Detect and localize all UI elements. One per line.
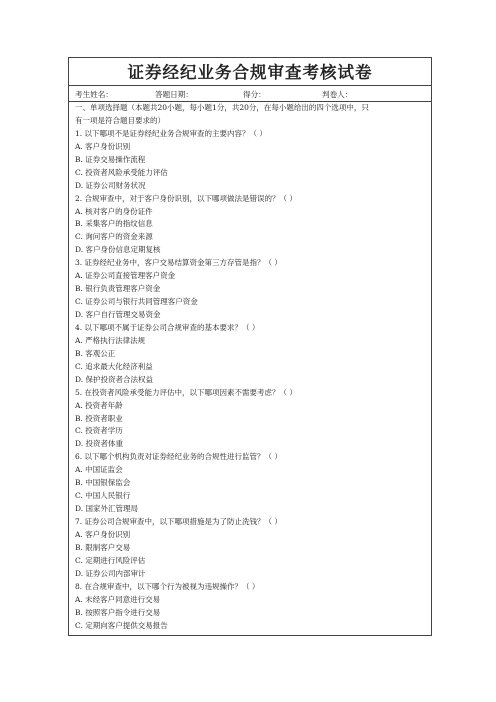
section-heading-line-2: 有一项是符合题目要求的） xyxy=(75,115,165,125)
exam-title: 证券经纪业务合规审查考核试卷 xyxy=(127,63,373,82)
question-stem: 2. 合规审查中，对于客户身份识别，以下哪项做法是错误的？（ ） xyxy=(75,193,297,203)
question-option: B. 采集客户的指纹信息 xyxy=(75,219,153,229)
question-option: C. 投资者学历 xyxy=(75,426,123,436)
question-stem: 5. 在投资者风险承受能力评估中，以下哪项因素不需要考虑？（ ） xyxy=(75,387,297,397)
section-heading-line-1: 一、单项选择题（本题共20小题，每小题1分，共20分，在每小题给出的四个选项中，只 xyxy=(75,103,369,112)
question-option: C. 中国人民银行 xyxy=(75,491,131,501)
question-option: C. 追求最大化经济利益 xyxy=(75,361,153,371)
question-option: A. 中国证监会 xyxy=(75,465,123,475)
grader-label: 判卷人： xyxy=(322,90,353,99)
question-option: C. 证券公司与银行共同管理客户资金 xyxy=(75,297,198,307)
question-option: A. 客户身份识别 xyxy=(75,529,131,539)
question-option: A. 严格执行法律法规 xyxy=(75,335,146,345)
question-option: D. 国家外汇管理局 xyxy=(75,504,139,514)
question-stem: 6. 以下哪个机构负责对证券经纪业务的合规性进行监管？（ ） xyxy=(75,452,282,462)
question-option: D. 客户自行管理交易资金 xyxy=(75,310,161,319)
question-option: C. 询问客户的资金来源 xyxy=(75,232,153,242)
question-option: A. 未经客户同意进行交易 xyxy=(75,594,161,604)
question-option: B. 证券交易操作流程 xyxy=(75,154,146,164)
question-stem: 1. 以下哪项不是证券经纪业务合规审查的主要内容？（ ） xyxy=(75,128,267,138)
question-option: D. 证券公司财务状况 xyxy=(75,180,146,190)
question-option: A. 客户身份识别 xyxy=(75,141,131,151)
score-label: 得分： xyxy=(243,90,266,99)
exam-info-row xyxy=(75,88,425,101)
question-option: B. 限制客户交易 xyxy=(75,542,131,552)
question-option: B. 客观公正 xyxy=(75,348,116,358)
question-stem: 4. 以下哪项不属于证券公司合规审查的基本要求？（ ） xyxy=(75,322,260,332)
question-option: A. 投资者年龄 xyxy=(75,400,123,410)
question-stem: 3. 证券经纪业务中，客户交易结算资金第三方存管是指？（ ） xyxy=(75,258,282,268)
question-option: B. 银行负责管理客户资金 xyxy=(75,284,161,294)
question-option: D. 证券公司内部审计 xyxy=(75,568,146,578)
question-option: C. 定期进行风险评估 xyxy=(75,555,146,565)
question-option: B. 中国银保监会 xyxy=(75,478,131,488)
answer-date-label: 答题日期： xyxy=(155,90,193,99)
question-option: B. 投资者职业 xyxy=(75,413,123,423)
question-list xyxy=(75,102,430,632)
question-option: C. 投资者风险承受能力评估 xyxy=(75,167,168,177)
question-option: A. 证券公司直接管理客户资金 xyxy=(75,271,176,281)
question-option: C. 定期向客户提供交易报告 xyxy=(75,620,168,630)
question-stem: 8. 在合规审查中，以下哪个行为被视为违规操作？（ ） xyxy=(75,581,260,591)
title-divider xyxy=(68,85,432,86)
question-option: D. 客户身份信息定期复核 xyxy=(75,245,161,255)
candidate-name-label: 考生姓名： xyxy=(75,90,113,99)
question-stem: 7. 证券公司合规审查中，以下哪项措施是为了防止洗钱？（ ） xyxy=(75,517,282,526)
question-option: D. 保护投资者合法权益 xyxy=(75,374,154,384)
question-option: B. 按照客户指令进行交易 xyxy=(75,607,161,617)
question-option: D. 投资者体重 xyxy=(75,439,124,449)
question-option: A. 核对客户的身份证件 xyxy=(75,206,153,216)
